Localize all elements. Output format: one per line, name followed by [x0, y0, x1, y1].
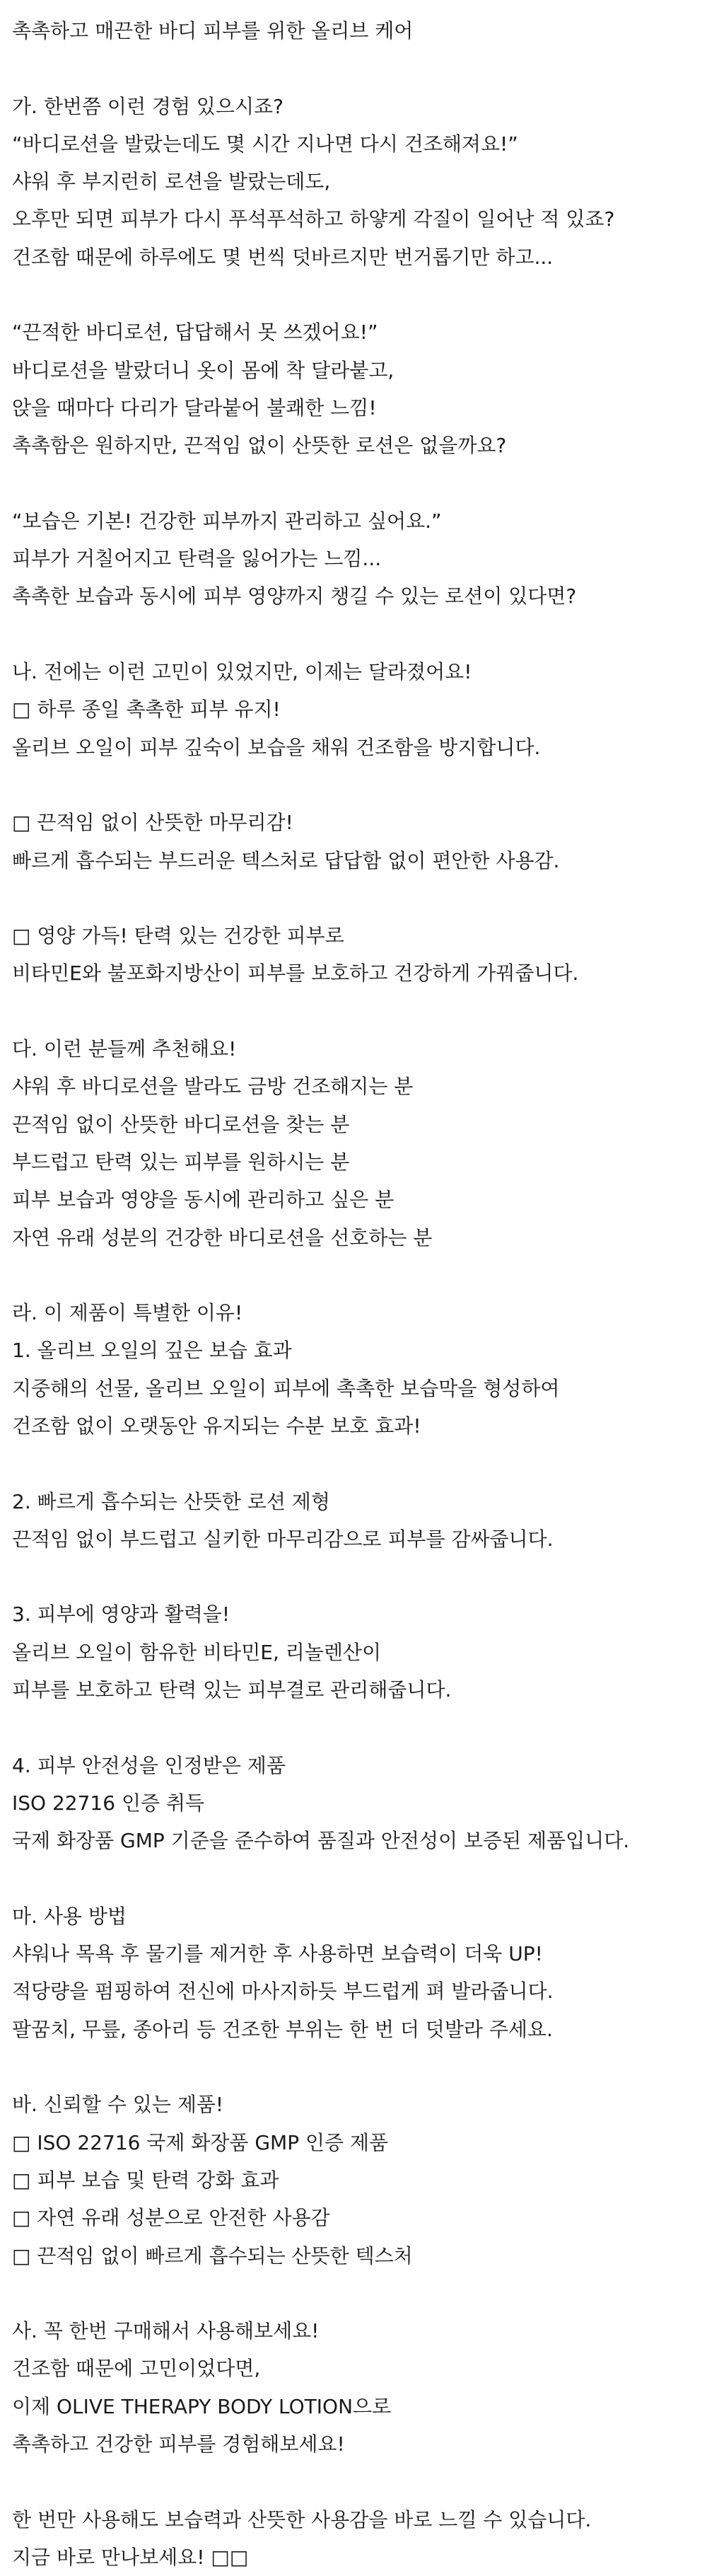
text-line: 건조함 때문에 고민이었다면,: [12, 2357, 261, 2381]
blank-line: [12, 465, 691, 502]
blank-line: [12, 1445, 691, 1482]
text-line: 나. 전에는 이런 고민이 있었지만, 이제는 달라졌어요!: [12, 660, 472, 684]
text-line: 피부가 거칠어지고 탄력을 잃어가는 느낌...: [12, 547, 382, 571]
text-line: 가. 한번쯤 이런 경험 있으시죠?: [12, 94, 284, 118]
text-line: 앉을 때마다 다리가 달라붙어 불쾌한 느낌!: [12, 395, 377, 420]
text-line: 오후만 되면 피부가 다시 푸석푸석하고 하얗게 각질이 일어난 적 있죠?: [12, 207, 615, 231]
text-line: 1. 올리브 오일의 깊은 보습 효과: [12, 1339, 292, 1363]
text-line: “보습은 기본! 건강한 피부까지 관리하고 싶어요.”: [12, 509, 442, 533]
text-line: 지금 바로 만나보세요! □□: [12, 2545, 249, 2569]
text-line: “끈적한 바디로션, 답답해서 못 쓰겠어요!”: [12, 320, 378, 345]
text-line: □ 끈적임 없이 빠르게 흡수되는 산뜻한 텍스처: [12, 2243, 413, 2268]
text-line: 촉촉함은 원하지만, 끈적임 없이 산뜻한 로션은 없을까요?: [12, 434, 507, 458]
text-line: □ 자연 유래 성분으로 안전한 사용감: [12, 2206, 330, 2230]
blank-line: [12, 879, 691, 917]
blank-line: [12, 1709, 691, 1746]
text-line: 샤워나 목욕 후 물기를 제거한 후 사용하면 보습력이 더욱 UP!: [12, 1942, 543, 1966]
blank-line: [12, 2275, 691, 2312]
text-line: 올리브 오일이 피부 깊숙이 보습을 채워 건조함을 방지합니다.: [12, 735, 541, 759]
text-line: 샤워 후 바디로션을 발라도 금방 건조해지는 분: [12, 1075, 414, 1099]
text-line: □ 피부 보습 및 탄력 강화 효과: [12, 2168, 279, 2192]
text-line: □ 영양 가득! 탄력 있는 건강한 피부로: [12, 924, 344, 948]
blank-line: [12, 1558, 691, 1595]
text-line: 바디로션을 발랐더니 옷이 몸에 착 달라붙고,: [12, 358, 395, 382]
text-line: 촉촉하고 매끈한 바디 피부를 위한 올리브 케어: [12, 19, 414, 42]
text-line: 이제 OLIVE THERAPY BODY LOTION으로: [12, 2394, 392, 2418]
text-line: □ ISO 22716 국제 화장품 GMP 인증 제품: [12, 2130, 389, 2154]
text-line: 피부를 보호하고 탄력 있는 피부결로 관리해줍니다.: [12, 1678, 452, 1702]
text-line: 자연 유래 성분의 건강한 바디로션을 선호하는 분: [12, 1225, 433, 1249]
text-line: 라. 이 제품이 특별한 이유!: [12, 1301, 243, 1325]
blank-line: [12, 276, 691, 313]
text-line: 건조함 없이 오랫동안 유지되는 수분 보호 효과!: [12, 1414, 421, 1438]
text-line: 2. 빠르게 흡수되는 산뜻한 로션 제형: [12, 1489, 330, 1513]
text-line: 촉촉한 보습과 동시에 피부 영양까지 챙길 수 있는 로션이 있다면?: [12, 584, 577, 608]
text-line: 비타민E와 불포화지방산이 피부를 보호하고 건강하게 가꿔줍니다.: [12, 961, 579, 986]
text-line: □ 끈적임 없이 산뜻한 마무리감!: [12, 811, 293, 835]
text-line: 다. 이런 분들께 추천해요!: [12, 1037, 237, 1061]
text-line: 사. 꼭 한번 구매해서 사용해보세요!: [12, 2319, 320, 2343]
text-line: “바디로션을 발랐는데도 몇 시간 지나면 다시 건조해져요!”: [12, 132, 518, 156]
blank-line: [12, 616, 691, 653]
blank-line: [12, 993, 691, 1030]
blank-line: [12, 2463, 691, 2500]
text-line: 마. 사용 방법: [12, 1904, 127, 1928]
text-line: 바. 신뢰할 수 있는 제품!: [12, 2093, 224, 2117]
text-line: 올리브 오일이 함유한 비타민E, 리놀렌산이: [12, 1640, 382, 1664]
text-line: 끈적임 없이 산뜻한 바디로션을 찾는 분: [12, 1112, 350, 1136]
blank-line: [12, 766, 691, 804]
text-line: 3. 피부에 영양과 활력을!: [12, 1602, 230, 1627]
text-line: 끈적임 없이 부드럽고 실키한 마무리감으로 피부를 감싸줍니다.: [12, 1527, 554, 1551]
text-line: 부드럽고 탄력 있는 피부를 원하시는 분: [12, 1150, 350, 1174]
text-line: 빠르게 흡수되는 부드러운 텍스처로 답답함 없이 편안한 사용감.: [12, 848, 560, 872]
blank-line: [12, 2048, 691, 2086]
text-line: ISO 22716 인증 취득: [12, 1791, 205, 1815]
text-line: 국제 화장품 GMP 기준을 준수하여 품질과 안전성이 보증된 제품입니다.: [12, 1829, 630, 1853]
blank-line: [12, 50, 691, 87]
text-line: 지중해의 선물, 올리브 오일이 피부에 촉촉한 보습막을 형성하여: [12, 1376, 560, 1400]
document-body: [12, 12, 691, 2576]
text-line: 촉촉하고 건강한 피부를 경험해보세요!: [12, 2432, 345, 2456]
text-line: 팔꿈치, 무릎, 종아리 등 건조한 부위는 한 번 더 덧발라 주세요.: [12, 2017, 553, 2041]
text-line: 건조함 때문에 하루에도 몇 번씩 덧바르지만 번거롭기만 하고...: [12, 245, 554, 269]
text-line: □ 하루 종일 촉촉한 피부 유지!: [12, 698, 281, 722]
text-line: 4. 피부 안전성을 인정받은 제품: [12, 1753, 286, 1777]
text-line: 샤워 후 부지런히 로션을 발랐는데도,: [12, 170, 331, 194]
blank-line: [12, 1860, 691, 1898]
text-line: 적당량을 펌핑하여 전신에 마사지하듯 부드럽게 펴 발라줍니다.: [12, 1980, 554, 2004]
text-line: 피부 보습과 영양을 동시에 관리하고 싶은 분: [12, 1188, 395, 1212]
text-line: 한 번만 사용해도 보습력과 산뜻한 사용감을 바로 느낄 수 있습니다.: [12, 2507, 592, 2531]
blank-line: [12, 1257, 691, 1294]
